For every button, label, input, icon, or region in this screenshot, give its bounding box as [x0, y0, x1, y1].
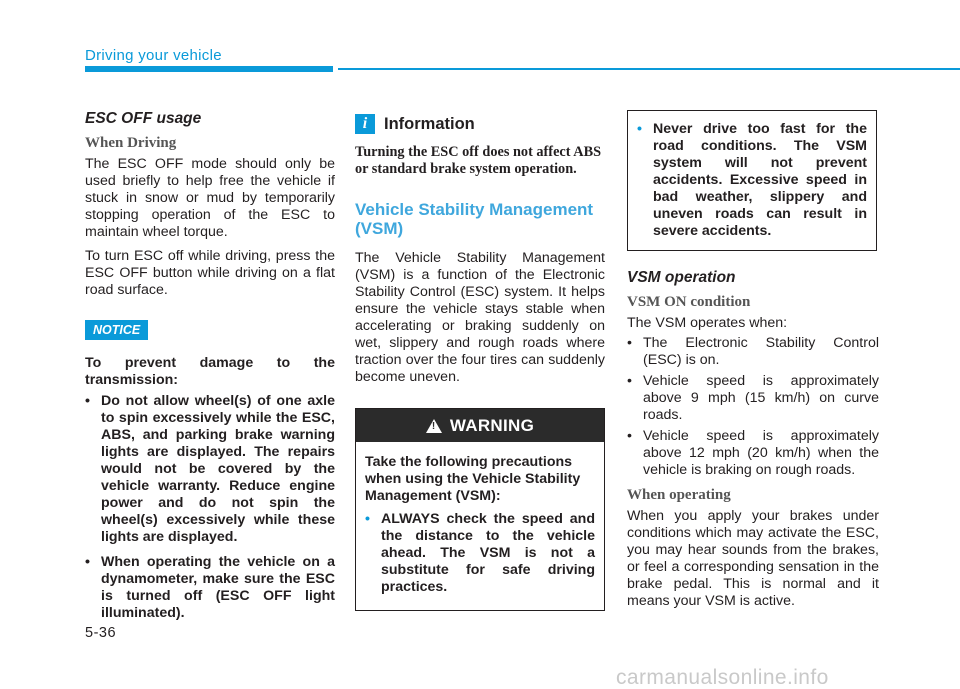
notice-list — [85, 393, 335, 622]
information-header — [355, 114, 605, 134]
warning-box — [355, 408, 605, 611]
warning-continued-list — [637, 121, 867, 240]
column-3 — [627, 110, 879, 617]
column-1 — [85, 110, 335, 630]
warning-continued-box — [627, 110, 877, 251]
esc-off-paragraph-2: To turn ESC off while driving, press the ESC OFF button while driving on a flat road surface. — [85, 248, 335, 298]
vsm-heading: Vehicle Stability Management (VSM) — [355, 200, 594, 238]
notice-item: • Do not allow wheel(s) of one axle to spin excessively while the ESC, ABS, and parking brake warning lights are displayed. The repairs would not be covered by the vehicle warranty. Reduce engine power and do not spin the wheel(s) excessively while these lights are displayed. — [85, 393, 335, 545]
watermark: carmanualsonline.info — [616, 666, 829, 689]
condition-item: • The Electronic Stability Control (ESC) is on. — [627, 335, 879, 368]
vsm-paragraph: The Vehicle Stability Management (VSM) is a function of the Electronic Stability Control (ESC) system. It helps ensure the vehicle stays stable when accelerating or braking suddenly on wet, slippery and rough roads where traction over the four tires can suddenly become uneven. — [355, 250, 605, 385]
warning-list — [365, 511, 595, 596]
vsm-condition-list — [627, 335, 879, 479]
information-body: Turning the ESC off does not affect ABS or standard brake system operation. — [355, 144, 602, 177]
esc-off-heading: ESC OFF usage — [85, 110, 202, 127]
condition-item: • Vehicle speed is approximately above 12 mph (20 km/h) when the vehicle is braking on rough roads. — [627, 428, 879, 478]
column-2 — [355, 110, 605, 611]
warning-item: • ALWAYS check the speed and the distance to the vehicle ahead. The VSM is not a substitute for safe driving practices. — [365, 511, 595, 595]
header-rule-thick — [85, 66, 333, 72]
vsm-operation-heading: VSM operation — [627, 269, 736, 286]
vsm-on-condition-subheading: VSM ON condition — [627, 294, 751, 310]
vsm-operates-intro: The VSM operates when: — [627, 315, 788, 331]
when-operating-subheading: When operating — [627, 487, 731, 503]
header-rule-thin — [338, 68, 960, 70]
notice-intro: To prevent damage to the transmission: — [85, 355, 335, 388]
page-number: 5-36 — [85, 625, 117, 641]
section-header: Driving your vehicle — [85, 47, 222, 64]
warning-intro: Take the following precautions when using the Vehicle Stability Management (VSM): — [365, 454, 581, 504]
notice-item: • When operating the vehicle on a dynamometer, make sure the ESC is turned off (ESC OFF light illuminated). — [85, 554, 335, 621]
warning-triangle-icon: ! — [426, 419, 442, 433]
warning-header — [356, 409, 604, 442]
warning-label: WARNING — [449, 415, 535, 435]
warning-item: • Never drive too fast for the road conditions. The VSM system will not prevent accidents. Excessive speed in bad weather, slippery and uneven roads can result in severe accidents. — [637, 121, 867, 239]
condition-item: • Vehicle speed is approximately above 9 mph (15 km/h) on curve roads. — [627, 373, 879, 423]
when-driving-subheading: When Driving — [85, 135, 177, 151]
warning-content — [356, 442, 604, 610]
esc-off-paragraph-1: The ESC OFF mode should only be used briefly to help free the vehicle if stuck in snow or mud by temporarily stopping operation of the ESC to maintain wheel torque. — [85, 156, 335, 240]
notice-badge: NOTICE — [85, 320, 148, 340]
information-title: Information — [384, 114, 475, 133]
info-icon: i — [355, 114, 375, 134]
when-operating-paragraph: When you apply your brakes under conditions which may activate the ESC, you may hear sounds from the brakes, or feel a corresponding sensation in the brake pedal. This is normal and it means your VSM is active. — [627, 508, 879, 609]
